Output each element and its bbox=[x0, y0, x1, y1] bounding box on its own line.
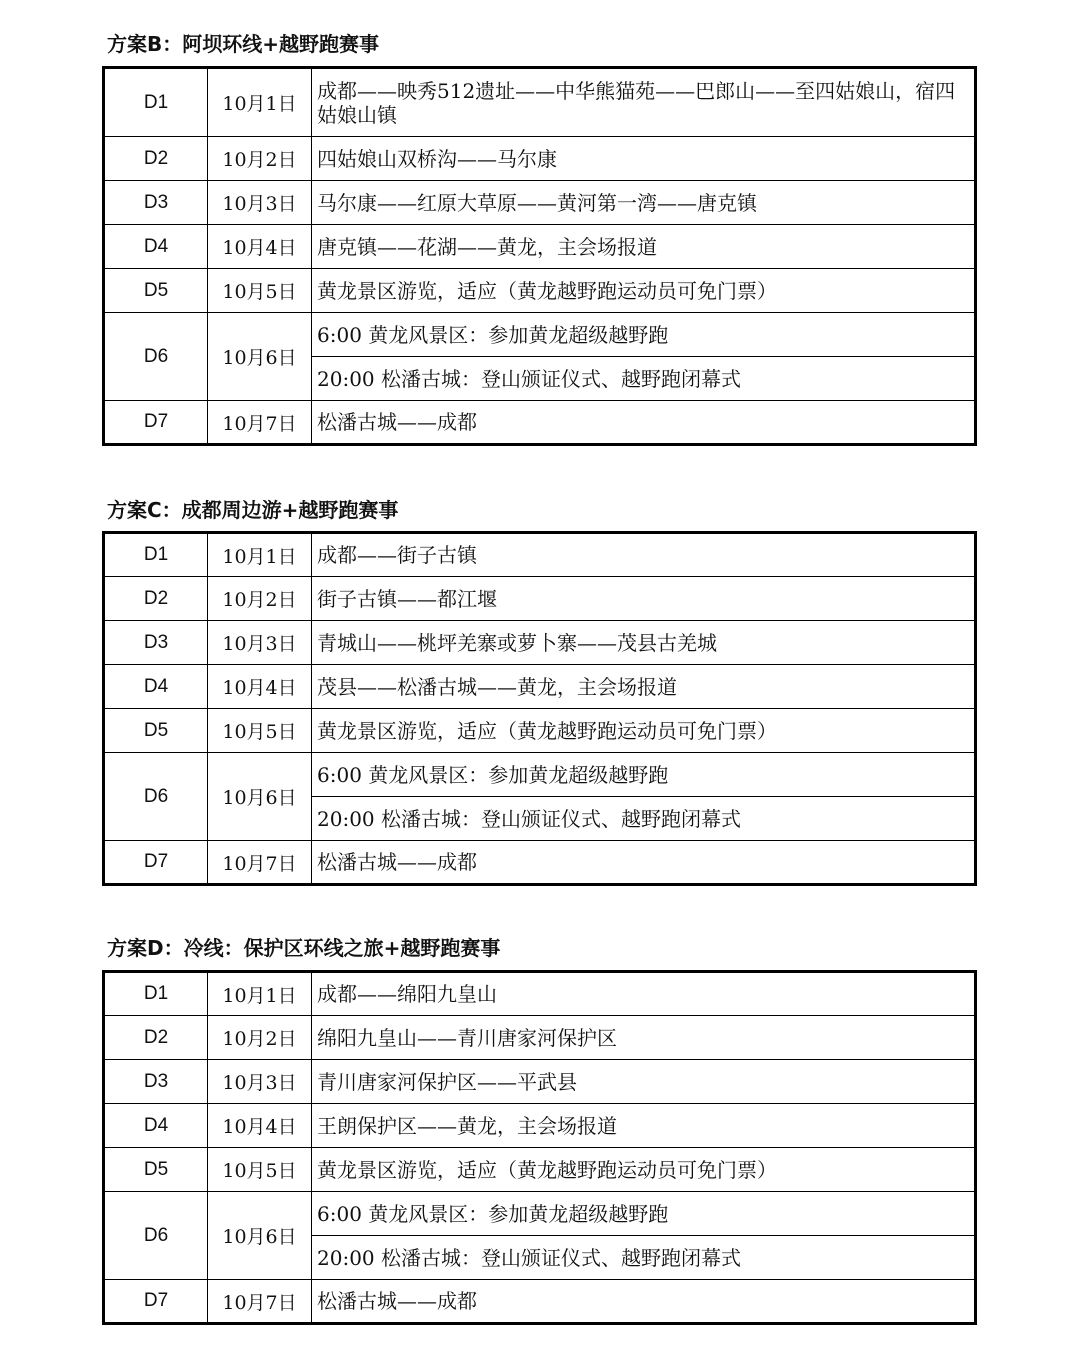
date-cell: 10月5日 bbox=[208, 1148, 312, 1192]
table-row bbox=[104, 753, 976, 797]
route-cell: 成都——街子古镇 bbox=[312, 533, 976, 577]
table-row bbox=[104, 841, 976, 885]
day-cell: D4 bbox=[104, 665, 208, 709]
table-row bbox=[104, 665, 976, 709]
day-cell: D1 bbox=[104, 972, 208, 1016]
date-cell: 10月5日 bbox=[208, 269, 312, 313]
table-row bbox=[104, 1016, 976, 1060]
day-cell: D1 bbox=[104, 533, 208, 577]
day-cell: D2 bbox=[104, 1016, 208, 1060]
plan-d-itinerary-table bbox=[102, 970, 977, 1325]
table-row bbox=[104, 313, 976, 357]
date-cell: 10月4日 bbox=[208, 665, 312, 709]
table-row bbox=[104, 401, 976, 445]
route-cell: 马尔康——红原大草原——黄河第一湾——唐克镇 bbox=[312, 181, 976, 225]
route-cell: 20:00 松潘古城：登山颁证仪式、越野跑闭幕式 bbox=[312, 1236, 976, 1280]
plan-c-title: 方案C：成都周边游+越野跑赛事 bbox=[107, 498, 399, 522]
date-cell: 10月2日 bbox=[208, 1016, 312, 1060]
table-row bbox=[104, 1060, 976, 1104]
day-cell: D3 bbox=[104, 181, 208, 225]
table-row bbox=[104, 621, 976, 665]
day-cell: D7 bbox=[104, 1280, 208, 1324]
day-cell: D7 bbox=[104, 401, 208, 445]
day-cell: D1 bbox=[104, 68, 208, 137]
table-row bbox=[104, 137, 976, 181]
route-cell: 街子古镇——都江堰 bbox=[312, 577, 976, 621]
date-cell: 10月1日 bbox=[208, 68, 312, 137]
day-cell: D4 bbox=[104, 1104, 208, 1148]
route-cell: 青城山——桃坪羌寨或萝卜寨——茂县古羌城 bbox=[312, 621, 976, 665]
plan-b-itinerary-table bbox=[102, 66, 977, 446]
date-cell: 10月7日 bbox=[208, 841, 312, 885]
table-row bbox=[104, 68, 976, 137]
date-cell: 10月2日 bbox=[208, 577, 312, 621]
route-cell: 王朗保护区——黄龙，主会场报道 bbox=[312, 1104, 976, 1148]
date-cell: 10月4日 bbox=[208, 225, 312, 269]
day-cell: D5 bbox=[104, 269, 208, 313]
date-cell: 10月6日 bbox=[208, 313, 312, 401]
route-cell: 茂县——松潘古城——黄龙，主会场报道 bbox=[312, 665, 976, 709]
plan-b-title: 方案B：阿坝环线+越野跑赛事 bbox=[107, 32, 380, 56]
day-cell: D4 bbox=[104, 225, 208, 269]
route-cell: 6:00 黄龙风景区：参加黄龙超级越野跑 bbox=[312, 753, 976, 797]
table-row bbox=[104, 533, 976, 577]
table-row bbox=[104, 577, 976, 621]
date-cell: 10月3日 bbox=[208, 181, 312, 225]
route-cell: 松潘古城——成都 bbox=[312, 1280, 976, 1324]
date-cell: 10月3日 bbox=[208, 621, 312, 665]
plan-c-itinerary-table bbox=[102, 531, 977, 886]
route-cell: 四姑娘山双桥沟——马尔康 bbox=[312, 137, 976, 181]
day-cell: D2 bbox=[104, 137, 208, 181]
table-row bbox=[104, 709, 976, 753]
day-cell: D7 bbox=[104, 841, 208, 885]
day-cell: D2 bbox=[104, 577, 208, 621]
date-cell: 10月1日 bbox=[208, 972, 312, 1016]
date-cell: 10月4日 bbox=[208, 1104, 312, 1148]
plan-d-title: 方案D：冷线：保护区环线之旅+越野跑赛事 bbox=[107, 936, 501, 960]
route-cell: 成都——绵阳九皇山 bbox=[312, 972, 976, 1016]
date-cell: 10月3日 bbox=[208, 1060, 312, 1104]
route-cell: 绵阳九皇山——青川唐家河保护区 bbox=[312, 1016, 976, 1060]
route-cell: 黄龙景区游览，适应（黄龙越野跑运动员可免门票） bbox=[312, 1148, 976, 1192]
day-cell: D6 bbox=[104, 753, 208, 841]
table-row bbox=[104, 269, 976, 313]
route-cell: 6:00 黄龙风景区：参加黄龙超级越野跑 bbox=[312, 1192, 976, 1236]
date-cell: 10月1日 bbox=[208, 533, 312, 577]
day-cell: D5 bbox=[104, 1148, 208, 1192]
route-cell: 松潘古城——成都 bbox=[312, 401, 976, 445]
day-cell: D5 bbox=[104, 709, 208, 753]
date-cell: 10月7日 bbox=[208, 1280, 312, 1324]
route-cell: 20:00 松潘古城：登山颁证仪式、越野跑闭幕式 bbox=[312, 357, 976, 401]
date-cell: 10月2日 bbox=[208, 137, 312, 181]
date-cell: 10月6日 bbox=[208, 753, 312, 841]
date-cell: 10月5日 bbox=[208, 709, 312, 753]
table-row bbox=[104, 225, 976, 269]
day-cell: D6 bbox=[104, 1192, 208, 1280]
table-row bbox=[104, 1104, 976, 1148]
day-cell: D3 bbox=[104, 1060, 208, 1104]
date-cell: 10月7日 bbox=[208, 401, 312, 445]
day-cell: D3 bbox=[104, 621, 208, 665]
route-cell: 20:00 松潘古城：登山颁证仪式、越野跑闭幕式 bbox=[312, 797, 976, 841]
table-row bbox=[104, 1148, 976, 1192]
table-row bbox=[104, 972, 976, 1016]
route-cell: 黄龙景区游览，适应（黄龙越野跑运动员可免门票） bbox=[312, 709, 976, 753]
route-cell: 6:00 黄龙风景区：参加黄龙超级越野跑 bbox=[312, 313, 976, 357]
route-cell: 唐克镇——花湖——黄龙，主会场报道 bbox=[312, 225, 976, 269]
route-cell: 松潘古城——成都 bbox=[312, 841, 976, 885]
route-cell: 成都——映秀512遗址——中华熊猫苑——巴郎山——至四姑娘山，宿四姑娘山镇 bbox=[312, 68, 976, 137]
table-row bbox=[104, 1280, 976, 1324]
table-row bbox=[104, 1192, 976, 1236]
table-row bbox=[104, 181, 976, 225]
day-cell: D6 bbox=[104, 313, 208, 401]
route-cell: 黄龙景区游览，适应（黄龙越野跑运动员可免门票） bbox=[312, 269, 976, 313]
route-cell: 青川唐家河保护区——平武县 bbox=[312, 1060, 976, 1104]
date-cell: 10月6日 bbox=[208, 1192, 312, 1280]
